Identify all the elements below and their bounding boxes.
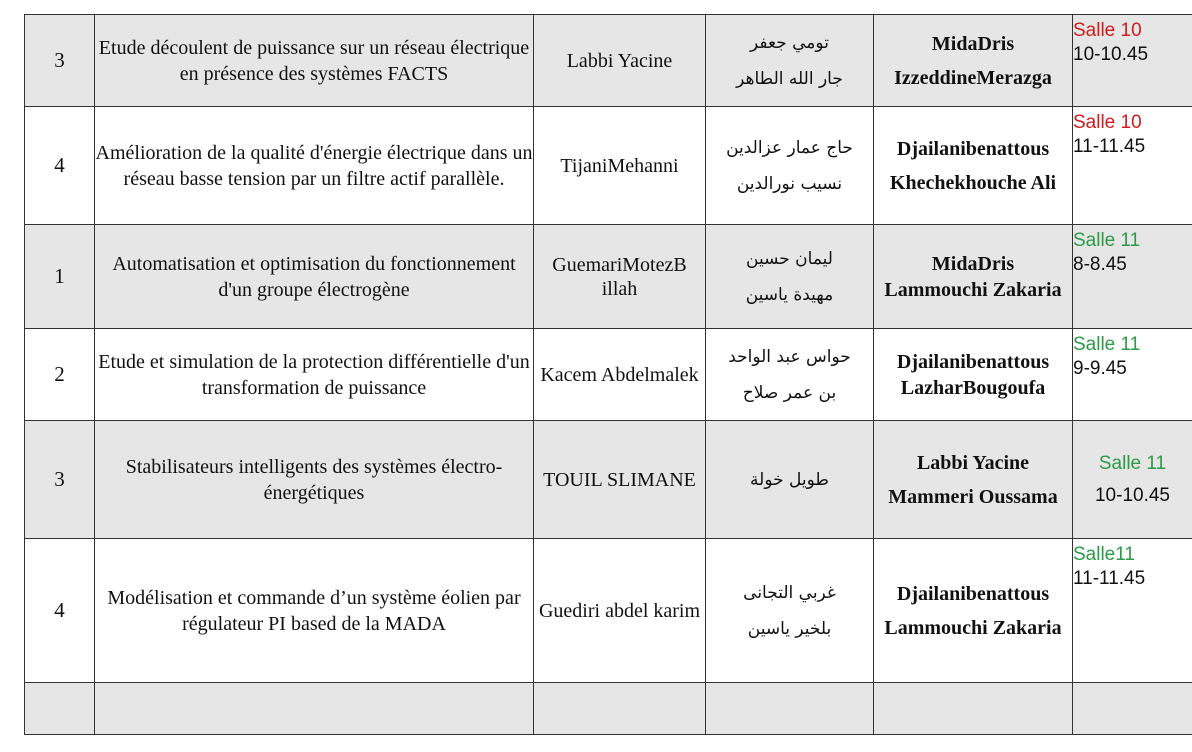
table-row xyxy=(25,15,1192,107)
arabic-names xyxy=(706,539,874,683)
arabic-name: بلخير ياسين xyxy=(747,618,832,639)
project-title: Amélioration de la qualité d'énergie électrique dans un réseau basse tension par un filtre actif parallèle. xyxy=(95,107,534,225)
empty-cell xyxy=(95,683,534,735)
time-slot: 9-9.45 xyxy=(1073,358,1127,379)
empty-cell xyxy=(874,683,1073,735)
arabic-name: ليمان حسين xyxy=(746,248,833,269)
arabic-name: طويل خولة xyxy=(750,469,829,490)
jury-member: MidaDris xyxy=(931,32,1015,55)
room-time xyxy=(1073,539,1192,683)
room-time xyxy=(1073,225,1192,329)
arabic-name: حاج عمار عزالدين xyxy=(726,137,853,158)
empty-cell xyxy=(706,683,874,735)
table-row xyxy=(25,107,1192,225)
arabic-name: نسيب نورالدين xyxy=(736,173,843,194)
jury-member: Khechekhouche Ali xyxy=(889,171,1057,194)
jury-member: Djailanibenattous xyxy=(896,350,1050,373)
arabic-name: غربي التجانى xyxy=(743,582,836,603)
table-row xyxy=(25,225,1192,329)
project-title: Automatisation et optimisation du fonctionnement d'un groupe électrogène xyxy=(95,225,534,329)
room-label: Salle 11 xyxy=(1098,452,1167,474)
jury-member: Lammouchi Zakaria xyxy=(884,278,1062,301)
jury-members xyxy=(874,421,1073,539)
arabic-names xyxy=(706,329,874,421)
row-number: 4 xyxy=(25,107,95,225)
arabic-name: جار الله الطاهر xyxy=(736,68,843,89)
student-name: Kacem Abdelmalek xyxy=(534,329,706,421)
row-number: 4 xyxy=(25,539,95,683)
time-slot: 10-10.45 xyxy=(1094,484,1170,506)
project-title: Stabilisateurs intelligents des systèmes électro-énergétiques xyxy=(95,421,534,539)
empty-cell xyxy=(534,683,706,735)
jury-member: MidaDris xyxy=(931,252,1015,275)
room-label: Salle 11 xyxy=(1073,230,1141,251)
jury-members xyxy=(874,329,1073,421)
defense-schedule-table xyxy=(24,14,1192,735)
empty-row xyxy=(25,683,1192,735)
student-name: Guediri abdel karim xyxy=(534,539,706,683)
jury-members xyxy=(874,539,1073,683)
row-number: 1 xyxy=(25,225,95,329)
arabic-name: مهيدة ياسين xyxy=(745,284,834,305)
table-row xyxy=(25,539,1192,683)
arabic-name: حواس عبد الواحد xyxy=(728,346,851,367)
student-name: Labbi Yacine xyxy=(534,15,706,107)
room-label: Salle 11 xyxy=(1073,334,1141,355)
row-number: 3 xyxy=(25,421,95,539)
arabic-names xyxy=(706,15,874,107)
student-name: TOUIL SLIMANE xyxy=(534,421,706,539)
room-time xyxy=(1073,107,1192,225)
jury-members xyxy=(874,107,1073,225)
room-time xyxy=(1073,421,1192,539)
student-name: TijaniMehanni xyxy=(534,107,706,225)
row-number: 3 xyxy=(25,15,95,107)
jury-members xyxy=(874,225,1073,329)
arabic-name: بن عمر صلاح xyxy=(742,382,837,403)
room-time xyxy=(1073,15,1192,107)
room-label: Salle 10 xyxy=(1073,20,1142,41)
arabic-name: تومي جعفر xyxy=(750,32,829,53)
arabic-names xyxy=(706,421,874,539)
time-slot: 11-11.45 xyxy=(1073,568,1146,589)
project-title: Etude découlent de puissance sur un réseau électrique en présence des systèmes FACTS xyxy=(95,15,534,107)
jury-member: LazharBougoufa xyxy=(900,376,1046,399)
time-slot: 8-8.45 xyxy=(1073,254,1127,275)
room-time xyxy=(1073,329,1192,421)
jury-member: Lammouchi Zakaria xyxy=(884,616,1062,639)
table-row xyxy=(25,421,1192,539)
room-label: Salle11 xyxy=(1073,544,1135,565)
arabic-names xyxy=(706,107,874,225)
empty-cell xyxy=(25,683,95,735)
time-slot: 11-11.45 xyxy=(1073,136,1146,157)
empty-cell xyxy=(1073,683,1192,735)
room-label: Salle 10 xyxy=(1073,112,1142,133)
table-row xyxy=(25,329,1192,421)
student-name: GuemariMotezB illah xyxy=(534,225,706,329)
project-title: Modélisation et commande d’un système éolien par régulateur PI based de la MADA xyxy=(95,539,534,683)
project-title: Etude et simulation de la protection différentielle d'un transformation de puissance xyxy=(95,329,534,421)
jury-member: Labbi Yacine xyxy=(916,451,1030,474)
jury-member: Mammeri Oussama xyxy=(888,485,1058,508)
jury-member: IzzeddineMerazga xyxy=(894,66,1052,89)
row-number: 2 xyxy=(25,329,95,421)
time-slot: 10-10.45 xyxy=(1073,44,1149,65)
arabic-names xyxy=(706,225,874,329)
jury-member: Djailanibenattous xyxy=(896,582,1050,605)
jury-members xyxy=(874,15,1073,107)
jury-member: Djailanibenattous xyxy=(896,137,1050,160)
